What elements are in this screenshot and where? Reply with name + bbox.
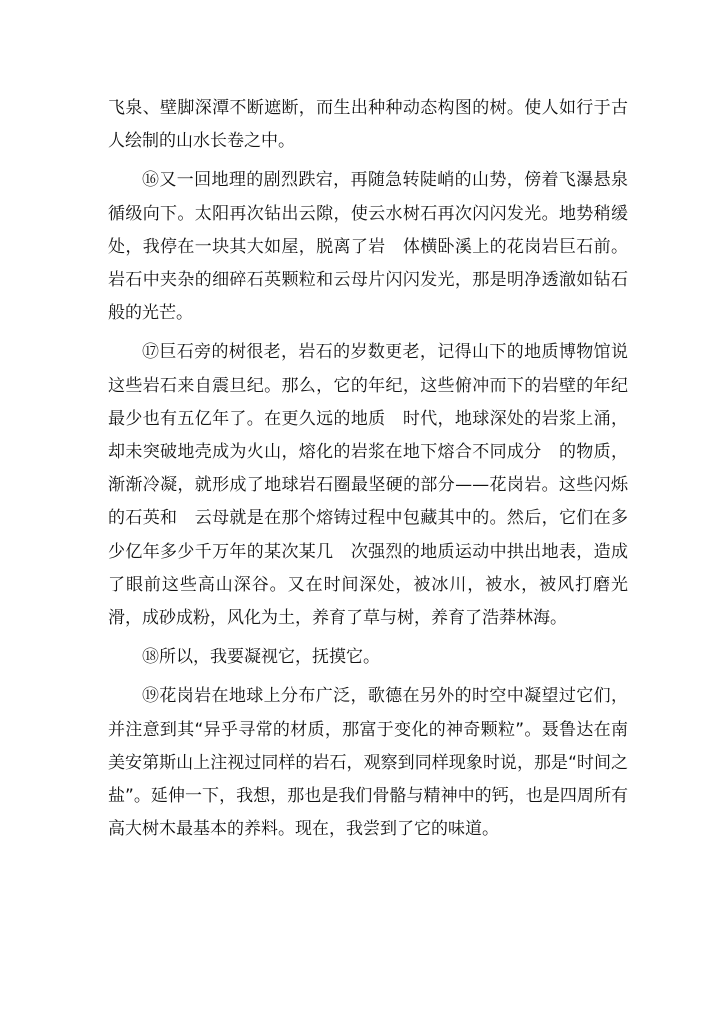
paragraph-19: ⑲花岗岩在地球上分布广泛，歌德在另外的时空中凝望过它们，并注意到其“异乎寻常的材质，那富于变化的神奇颗粒”。聂鲁达在南美安第斯山上注视过同样的岩石，观察到同样现象时说，那是“时间之盐”。延伸一下，我想，那也是我们骨骼与精神中的钙，也是四周所有高大树木最基本的养料。现在，我尝到了它的味道。 xyxy=(108,686,628,840)
paragraph-18: ⑱所以，我要凝视它，抚摸它。 xyxy=(142,647,380,668)
document-page xyxy=(108,92,628,846)
paragraph-continuation: 飞泉、壁脚深潭不断遮断，而生出种种动态构图的树。使人如行于古人绘制的山水长卷之中。 xyxy=(108,98,628,152)
paragraph-17: ⑰巨石旁的树很老，岩石的岁数更老，记得山下的地质博物馆说这些岩石来自震旦纪。那么，它的年纪，这些俯冲而下的岩壁的年纪最少也有五亿年了。在更久远的地质 时代，地球深处的岩浆上涌，却未突破地壳成为火山，熔化的岩浆在地下熔合不同成分 的物质，渐渐冷凝，就形成了地球岩石圈最坚硬的部分——花岗岩。这些闪烁的石英和 云母就是在那个熔铸过程中包藏其中的。然后，它们在多少亿年多少千万年的某次某几 次强烈的地质运动中拱出地表，造成了眼前这些高山深谷。又在时间深处，被冰川，被水，被风打磨光滑，成砂成粉，风化为土，养育了草与树，养育了浩莽林海。 xyxy=(108,342,628,629)
paragraph-16: ⑯又一回地理的剧烈跌宕，再随急转陡峭的山势，傍着飞瀑悬泉循级向下。太阳再次钻出云隙，使云水树石再次闪闪发光。地势稍缓处，我停在一块其大如屋，脱离了岩 体横卧溪上的花岗岩巨石前。岩石中夹杂的细碎石英颗粒和云母片闪闪发光，那是明净透澈如钻石般的光芒。 xyxy=(108,170,628,324)
